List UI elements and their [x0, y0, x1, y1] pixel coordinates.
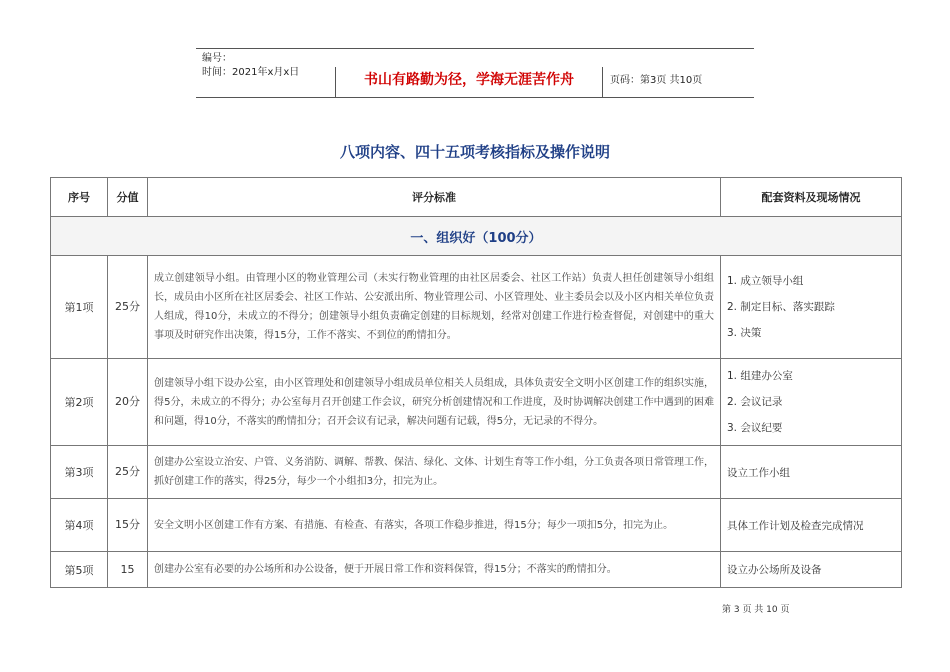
header-meta — [202, 52, 299, 80]
item-number: 第3项 — [51, 446, 108, 499]
material-item: 2. 会议记录 — [727, 396, 783, 408]
item-materials: 设立办公场所及设备 — [721, 552, 902, 588]
number-label: 编号： — [202, 53, 232, 64]
table-row — [51, 256, 902, 359]
header-motto: 书山有路勤为径，学海无涯苦作舟 — [364, 72, 574, 88]
item-score: 25分 — [108, 446, 148, 499]
item-score: 25分 — [108, 256, 148, 359]
material-item: 1. 组建办公室 — [727, 370, 793, 382]
item-criteria: 创建领导小组下设办公室，由小区管理处和创建领导小组成员单位相关人员组成，具体负责安全文明小区创建工作的组织实施，得5分，未成立的不得分；办公室每月召开创建工作会议，研究分析创建情况和工作进度，及时协调解决创建工作中遇到的困难和问题，得10分，不落实的酌情扣分；召开会议有记录，解决问题有记载，得5分，无记录的不得分。 — [148, 359, 721, 446]
header-divider — [335, 67, 336, 97]
header-page-label: 页码：第3页 共10页 — [610, 75, 703, 86]
item-materials: 设立工作小组 — [721, 446, 902, 499]
page-header — [196, 48, 754, 98]
item-criteria: 创建办公室有必要的办公场所和办公设备，便于开展日常工作和资料保管，得15分；不落实的酌情扣分。 — [148, 552, 721, 588]
item-criteria: 安全文明小区创建工作有方案、有措施、有检查、有落实，各项工作稳步推进，得15分；每少一项扣5分，扣完为止。 — [148, 499, 721, 552]
material-item: 3. 会议纪要 — [727, 422, 783, 434]
column-header-no: 序号 — [51, 178, 108, 217]
header-divider — [602, 67, 603, 97]
column-header-materials: 配套资料及现场情况 — [721, 178, 902, 217]
item-materials: 具体工作计划及检查完成情况 — [721, 499, 902, 552]
item-number: 第5项 — [51, 552, 108, 588]
material-item: 1. 成立领导小组 — [727, 275, 804, 287]
time-label: 时间：2021年x月x日 — [202, 67, 300, 78]
page-footer: 第 3 页 共 10 页 — [722, 605, 790, 615]
document-title: 八项内容、四十五项考核指标及操作说明 — [339, 143, 610, 161]
item-score: 15 — [108, 552, 148, 588]
item-criteria: 创建办公室设立治安、户管、义务消防、调解、帮教、保洁、绿化、文体、计划生育等工作小组，分工负责各项日常管理工作，抓好创建工作的落实，得25分，每少一个小组扣3分，扣完为止。 — [148, 446, 721, 499]
table-row — [51, 446, 902, 499]
material-item: 3. 决策 — [727, 327, 762, 339]
assessment-table — [50, 177, 902, 588]
item-number: 第2项 — [51, 359, 108, 446]
column-header-criteria: 评分标准 — [148, 178, 721, 217]
item-score: 15分 — [108, 499, 148, 552]
item-criteria: 成立创建领导小组。由管理小区的物业管理公司（未实行物业管理的由社区居委会、社区工作站）负责人担任创建领导小组组长，成员由小区所在社区居委会、社区工作站、公安派出所、物业管理公司、小区管理处、业主委员会以及小区内相关单位负责人组成，得10分，未成立的不得分；创建领导小组负责确定创建的目标规划，经常对创建工作进行检查督促，对创建中的重大事项及时研究作出决策，得15分，工作不落实、不到位的酌情扣分。 — [148, 256, 721, 359]
table-row — [51, 499, 902, 552]
item-number: 第1项 — [51, 256, 108, 359]
section-title: 一、组织好（100分） — [51, 217, 902, 256]
column-header-score: 分值 — [108, 178, 148, 217]
table-row — [51, 359, 902, 446]
item-number: 第4项 — [51, 499, 108, 552]
material-item: 2. 制定目标、落实跟踪 — [727, 301, 835, 313]
table-row — [51, 552, 902, 588]
item-score: 20分 — [108, 359, 148, 446]
item-materials — [721, 359, 902, 446]
table-header-row — [51, 178, 902, 217]
section-row — [51, 217, 902, 256]
item-materials — [721, 256, 902, 359]
